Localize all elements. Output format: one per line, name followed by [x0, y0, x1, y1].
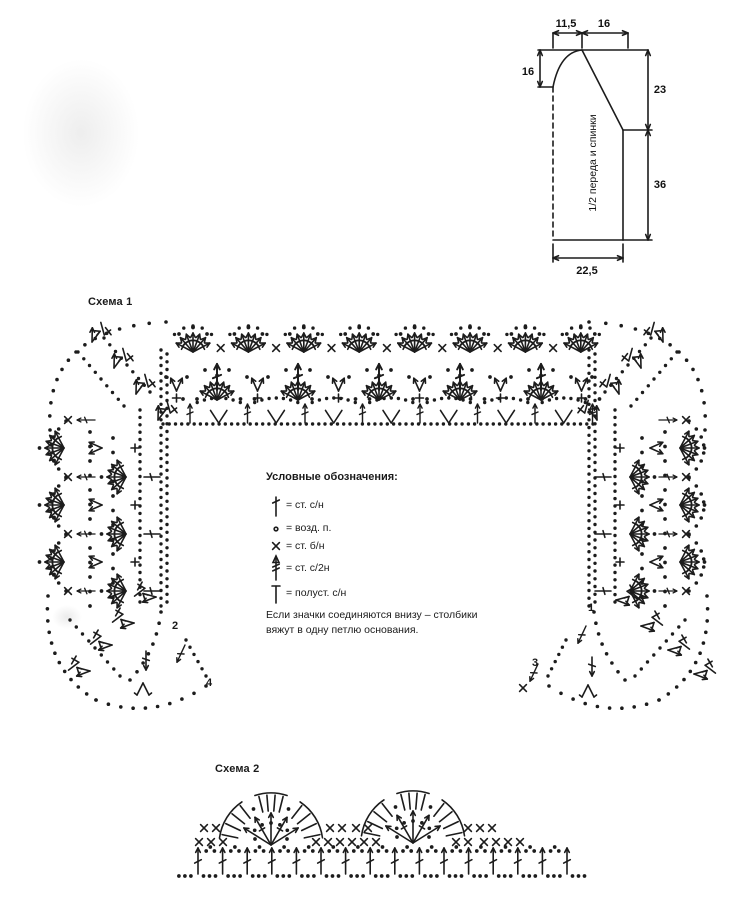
- legend-item-label: = ст. б/н: [286, 540, 325, 552]
- svg-text:11,5: 11,5: [555, 18, 577, 30]
- symbol-legend: [266, 471, 516, 637]
- legend-item-chain: [266, 518, 516, 537]
- svg-text:16: 16: [521, 66, 535, 78]
- svg-text:22,5: 22,5: [576, 265, 598, 277]
- svg-text:16: 16: [597, 18, 611, 30]
- schema1-title: Схема 1: [88, 296, 133, 308]
- legend-item-sc: [266, 537, 516, 555]
- row-number-1: 1: [588, 602, 595, 614]
- garment-schematic: [522, 18, 666, 277]
- legend-item-dc: [266, 492, 516, 518]
- legend-item-hdc: [266, 581, 516, 605]
- tr-stitch-icon: [266, 555, 286, 581]
- legend-title: Условные обозначения:: [266, 471, 398, 483]
- schema2-title: Схема 2: [215, 763, 260, 775]
- legend-item-label: = возд. п.: [286, 521, 332, 534]
- svg-text:36: 36: [653, 179, 667, 191]
- row-number-3: 3: [532, 657, 539, 669]
- row-number-2: 2: [172, 620, 179, 632]
- legend-item-tr: [266, 555, 516, 581]
- legend-note: Если значки соединяются внизу – столбики вяжут в одну петлю основания.: [266, 609, 478, 636]
- row-number-4: 4: [206, 677, 213, 689]
- legend-item-label: = ст. с/н: [286, 499, 324, 511]
- svg-text:1/2 переда и спинки: 1/2 переда и спинки: [587, 114, 599, 212]
- schema2-chart: [177, 791, 586, 878]
- legend-item-label: = полуст. с/н: [286, 587, 347, 599]
- svg-text:23: 23: [653, 84, 667, 96]
- legend-item-label: = ст. с/2н: [286, 562, 330, 574]
- hdc-stitch-icon: [266, 580, 286, 606]
